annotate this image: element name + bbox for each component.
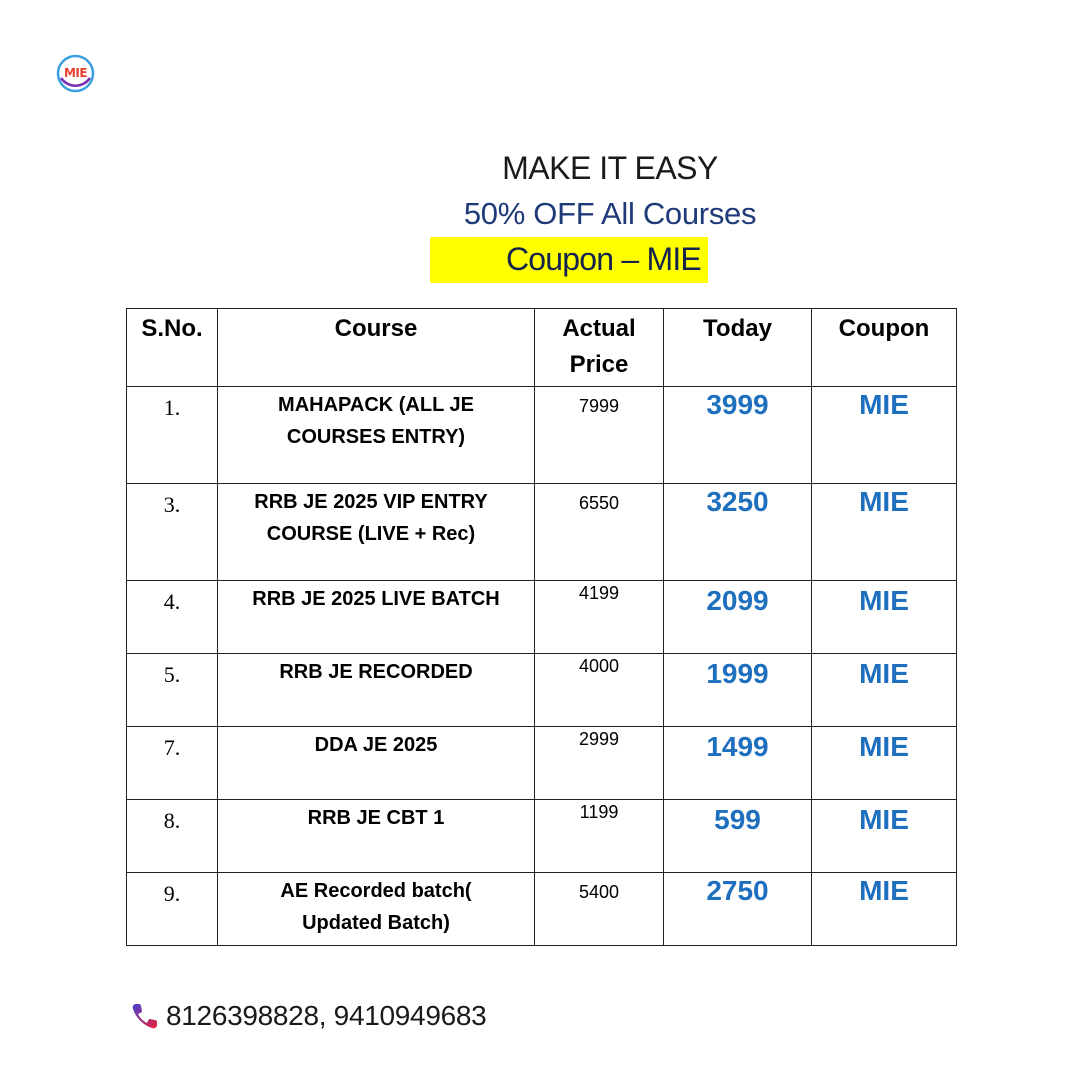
row-actual-price: 4000 [578, 656, 620, 676]
row-actual-price: 4199 [578, 583, 620, 603]
coupon-line: Coupon – MIE [506, 241, 701, 277]
row-today-price: 1499 [706, 731, 769, 762]
row-course: AE Recorded batch( Updated Batch) [280, 880, 472, 934]
row-coupon: MIE [859, 486, 909, 517]
row-today-price: 3999 [706, 389, 769, 420]
row-course: RRB JE CBT 1 [307, 807, 445, 829]
row-actual-price: 7999 [578, 396, 620, 416]
header-actual-price [535, 309, 664, 387]
phone-numbers[interactable]: 8126398828, 9410949683 [166, 1000, 487, 1031]
row-sno: 9. [163, 881, 181, 906]
row-sno: 8. [163, 808, 181, 833]
table-row [127, 727, 957, 800]
brand-logo [55, 54, 96, 93]
row-today-price: 2099 [706, 585, 769, 616]
table-row [127, 581, 957, 654]
table-row [127, 484, 957, 581]
row-coupon: MIE [859, 389, 909, 420]
row-sno: 3. [163, 492, 181, 517]
row-today-price: 3250 [706, 486, 769, 517]
row-actual-price: 5400 [578, 882, 620, 902]
row-course: RRB JE 2025 VIP ENTRY COURSE (LIVE + Rec) [254, 491, 488, 545]
contact-line [130, 996, 486, 1036]
table-row [127, 800, 957, 873]
phone-icon [130, 1001, 160, 1031]
row-course: MAHAPACK (ALL JE COURSES ENTRY) [278, 394, 474, 448]
row-sno: 5. [163, 662, 181, 687]
page-title: MAKE IT EASY [502, 150, 718, 186]
row-actual-price: 2999 [578, 729, 620, 749]
table-row [127, 654, 957, 727]
row-coupon: MIE [859, 658, 909, 689]
row-today-price: 2750 [706, 875, 769, 906]
row-today-price: 1999 [706, 658, 769, 689]
row-actual-price: 6550 [578, 493, 620, 513]
header-coupon: Coupon [812, 309, 957, 387]
row-actual-price: 1199 [579, 802, 619, 822]
table-header-row [127, 309, 957, 387]
row-course: RRB JE 2025 LIVE BATCH [252, 588, 500, 610]
header-course: Course [218, 309, 535, 387]
logo-text: MIE [63, 66, 88, 80]
header-actual-price-label: Actual Price [562, 315, 636, 378]
row-today-price: 599 [714, 804, 761, 835]
table-row [127, 387, 957, 484]
header-today: Today [664, 309, 812, 387]
row-sno: 4. [163, 589, 181, 614]
table-row [127, 873, 957, 946]
row-sno: 7. [163, 735, 181, 760]
row-sno: 1. [163, 395, 181, 420]
offer-text: 50% OFF All Courses [463, 196, 757, 231]
row-course: DDA JE 2025 [314, 734, 438, 756]
row-course: RRB JE RECORDED [279, 661, 473, 683]
header-sno: S.No. [127, 309, 218, 387]
row-coupon: MIE [859, 804, 909, 835]
row-coupon: MIE [859, 585, 909, 616]
course-price-table [126, 308, 957, 946]
row-coupon: MIE [859, 731, 909, 762]
row-coupon: MIE [859, 875, 909, 906]
